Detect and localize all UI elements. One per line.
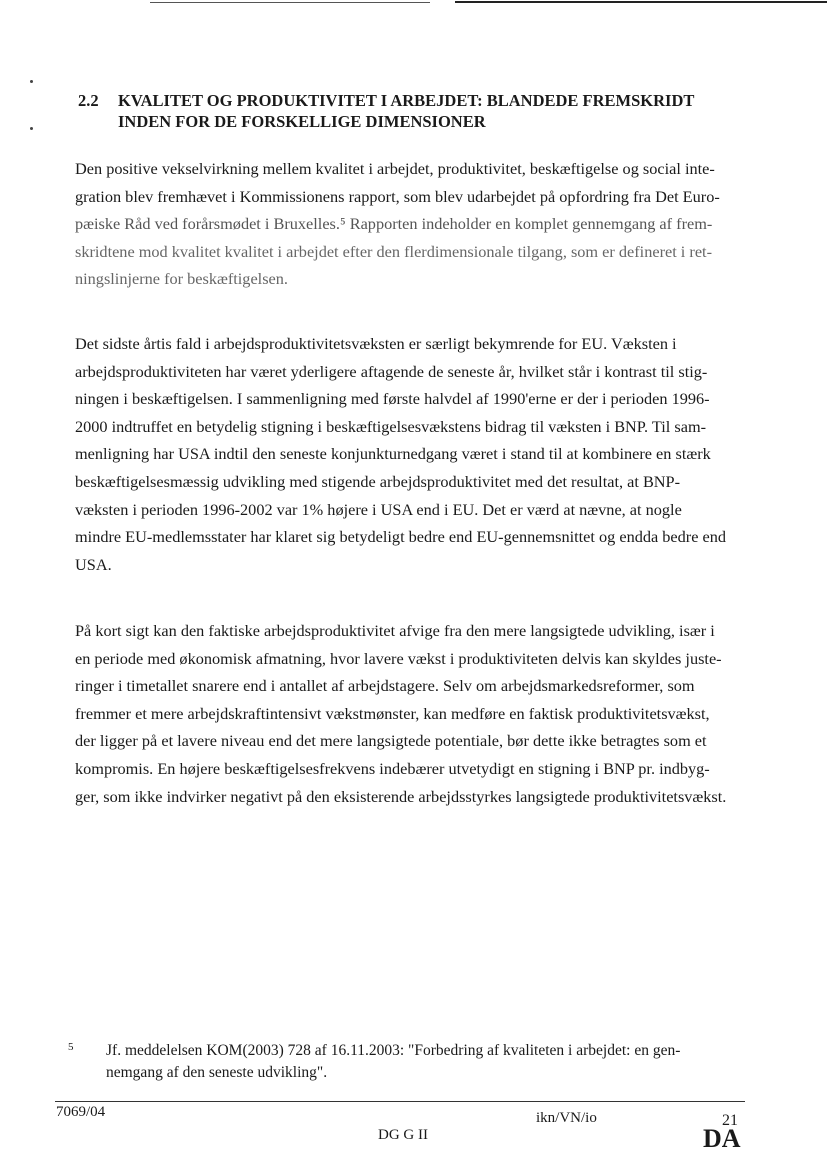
paragraph-line: mindre EU-medlemsstater har klaret sig betydeligt bedre end EU-gennemsnittet og endda bedre end	[75, 527, 727, 547]
top-scan-rule-right	[455, 1, 827, 3]
section-title-line: INDEN FOR DE FORSKELLIGE DIMENSIONER	[118, 112, 486, 131]
paragraph-line: beskæftigelsesmæssig udvikling med stigende arbejdsproduktivitet med det resultat, at BNP-	[75, 471, 681, 491]
paragraph-line: fremmer et mere arbejdskraftintensivt vækstmønster, kan medføre en faktisk produktivitetsvækst,	[75, 703, 710, 723]
paragraph-line: menligning har USA indtil den seneste konjunkturnedgang været i stand til at kombinere en stærk	[75, 444, 711, 464]
language-code: DA	[703, 1124, 741, 1153]
paragraph-line: væksten i perioden 1996-2002 var 1% højere i USA end i EU. Det er værd at nævne, at nogle	[75, 499, 682, 519]
footnote	[68, 1040, 748, 1084]
paragraph-line: kompromis. En højere beskæftigelsesfrekvens indebærer utvetydigt en stigning i BNP pr. indbyg-	[75, 758, 710, 778]
footnote-mark: 5	[68, 1041, 74, 1053]
paragraph-line: Den positive vekselvirkning mellem kvalitet i arbejdet, produktivitet, beskæftigelse og social inte-	[75, 159, 715, 178]
paragraph-line: ringer i timetallet snarere end i antallet af arbejdstagere. Selv om arbejdsmarkedsreformer, som	[75, 676, 695, 696]
page-number: 21	[722, 1112, 738, 1129]
paragraph-productivity-decline	[75, 330, 747, 578]
paragraph-line: 2000 indtruffet en betydelig stigning i beskæftigelsesvækstens bidrag til væksten i BNP. Til sam-	[75, 416, 707, 436]
scan-speck	[30, 127, 33, 130]
footnote-line: nemgang af den seneste udvikling".	[106, 1064, 328, 1081]
paragraph-short-term	[75, 617, 747, 810]
author-initials: ikn/VN/io	[536, 1110, 597, 1126]
section-title-line: KVALITET OG PRODUKTIVITET I ARBEJDET: BLANDEDE FREMSKRIDT	[118, 91, 695, 110]
paragraph-line: På kort sigt kan den faktiske arbejdsproduktivitet afvige fra den mere langsigtede udvikling, især i	[75, 621, 715, 640]
paragraph-line: USA.	[75, 554, 112, 574]
footnote-line: Jf. meddelelsen KOM(2003) 728 af 16.11.2003: "Forbedring af kvaliteten i arbejdet: en gen-	[106, 1042, 681, 1059]
paragraph-quality-productivity	[75, 155, 747, 293]
footnote-text	[106, 1040, 748, 1084]
paragraph-line: en periode med økonomisk afmatning, hvor lavere vækst i produktiviteten delvis kan skyldes juste-	[75, 648, 722, 668]
department-code: DG G II	[378, 1127, 428, 1143]
paragraph-line: skridtene mod kvalitet kvalitet i arbejdet efter den flerdimensionale tilgang, som er defineret i ret-	[75, 241, 712, 261]
paragraph-line: arbejdsproduktiviteten har været yderligere aftagende de seneste år, hvilket står i kontrast til stig-	[75, 361, 708, 381]
paragraph-line: pæiske Råd ved forårsmødet i Bruxelles.⁵ Rapporten indeholder en komplet gennemgang af frem-	[75, 214, 713, 234]
paragraph-line: der ligger på et lavere niveau end det mere langsigtede potentiale, bør dette ikke betragtes som et	[75, 731, 707, 751]
paragraph-line: ger, som ikke indvirker negativt på den eksisterende arbejdsstyrkes langsigtede produktivitetsvækst.	[75, 786, 727, 806]
footer-rule	[55, 1101, 745, 1102]
paragraph-line: ningen i beskæftigelsen. I sammenligning med første halvdel af 1990'erne er der i perioden 1996-	[75, 389, 710, 409]
paragraph-line: Det sidste årtis fald i arbejdsproduktivitetsvæksten er særligt bekymrende for EU. Væksten i	[75, 334, 677, 353]
document-reference: 7069/04	[56, 1104, 106, 1120]
paragraph-line: ningslinjerne for beskæftigelsen.	[75, 269, 288, 289]
paragraph-line: gration blev fremhævet i Kommissionens rapport, som blev udarbejdet på opfordring fra Det Euro-	[75, 186, 720, 206]
section-number: 2.2	[78, 91, 99, 110]
section-heading	[78, 90, 758, 132]
top-scan-rule-left	[150, 2, 430, 3]
section-title	[118, 90, 758, 132]
scan-speck	[30, 80, 33, 83]
